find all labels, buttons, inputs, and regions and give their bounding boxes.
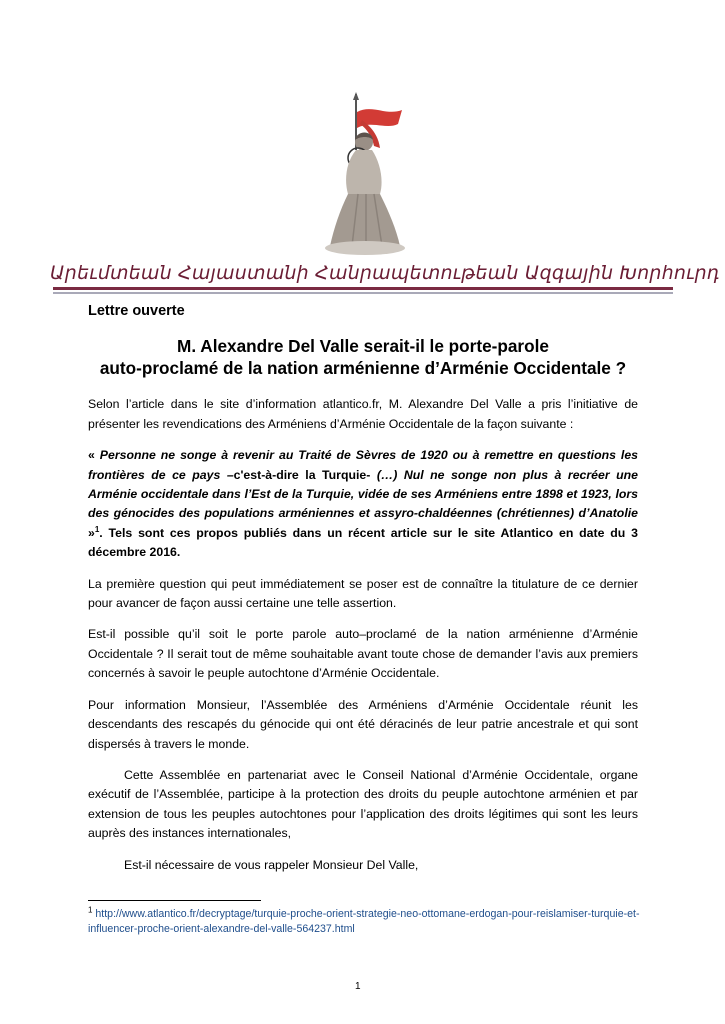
- title-line-1: M. Alexandre Del Valle serait-il le porte-parole: [177, 336, 549, 357]
- page-number: 1: [355, 981, 361, 992]
- quote-tail: . Tels sont ces propos publiés dans un récent article sur le site Atlantico en date du 3 décembre 2016.: [88, 525, 638, 560]
- letter-title: [88, 335, 638, 379]
- quote-italic-1: Personne ne songe à revenir au Traité de Sèvres de 1920 ou à remettre en questions les frontières de ce pays –: [88, 448, 638, 482]
- letter-type-label: Lettre ouverte: [88, 303, 185, 319]
- paragraph-question: La première question qui peut immédiatement se poser est de connaître la titulature de ce dernier pour avancer de façon aussi certaine une telle assertion.: [88, 576, 638, 611]
- header-divider-shadow: [53, 292, 673, 294]
- letter-body: [88, 302, 638, 887]
- quote-paragraph: [88, 446, 638, 562]
- footnote-reference[interactable]: 1: [94, 524, 100, 534]
- footnote-link[interactable]: http://www.atlantico.fr/decryptage/turquie-proche-orient-strategie-neo-ottomane-erdogan-pour-reislamiser-turquie-et-influencer-proche-orient-alexandre-del-valle-564237.html: [88, 908, 640, 935]
- footnote: [88, 907, 648, 937]
- quote-close-mark: »: [88, 525, 95, 540]
- paragraph-partnership: Cette Assemblée en partenariat avec le Conseil National d’Arménie Occidentale, organe exécutif de l’Assemblée, participe à la protection des droits du peuple autochtone arménien et par extension de tous les peuples autochtones pour l’application des droits légitimes qui sont les leurs auprès des instances internationales,: [88, 767, 638, 841]
- quote-italic-2: (…) Nul ne songe non plus à recréer une Arménie occidentale dans l’Est de la Turquie, vidée de ses Arméniens entre 1898 et 1923, lors des génocides des populations arméniennes et assyro-chaldéennes (chrétiennes) d’Anatolie: [88, 467, 638, 521]
- footnote-separator: [88, 900, 261, 901]
- armenian-maiden-flag-logo: [300, 90, 430, 260]
- paragraph-reminder: Est-il nécessaire de vous rappeler Monsieur Del Valle,: [124, 857, 419, 872]
- footnote-number: 1: [88, 905, 93, 915]
- paragraph-intro: Selon l’article dans le site d’information atlantico.fr, M. Alexandre Del Valle a pris l’initiative de présenter les revendications des Arméniens d’Arménie Occidentale de la façon suivante :: [88, 397, 638, 431]
- title-line-2: auto-proclamé de la nation arménienne d’Arménie Occidentale ?: [99, 358, 627, 379]
- organization-name-banner: Արեւմտեան Հայաստանի Հանրապետութեան Ազգային Խորհուրդ: [50, 262, 720, 284]
- quote-open-mark: «: [88, 448, 100, 463]
- paragraph-spokesperson: Est-il possible qu’il soit le porte parole auto–proclamé de la nation arménienne d’Arménie Occidentale ? Il serait tout de même souhaitable avant toute chose de demander l’avis aux premiers concernés à savoir le peuple autochtone d’Arménie Occidentale.: [88, 627, 638, 681]
- header-divider-line: [53, 287, 673, 290]
- quote-plain-1: c'est-à-dire la Turquie-: [233, 467, 377, 482]
- paragraph-assembly-info: Pour information Monsieur, l’Assemblée des Arméniens d’Arménie Occidentale réunit les descendants des rescapés du génocide qui ont été déracinés de leur patrie ancestrale et qui sont dispersés à travers le monde.: [88, 697, 638, 751]
